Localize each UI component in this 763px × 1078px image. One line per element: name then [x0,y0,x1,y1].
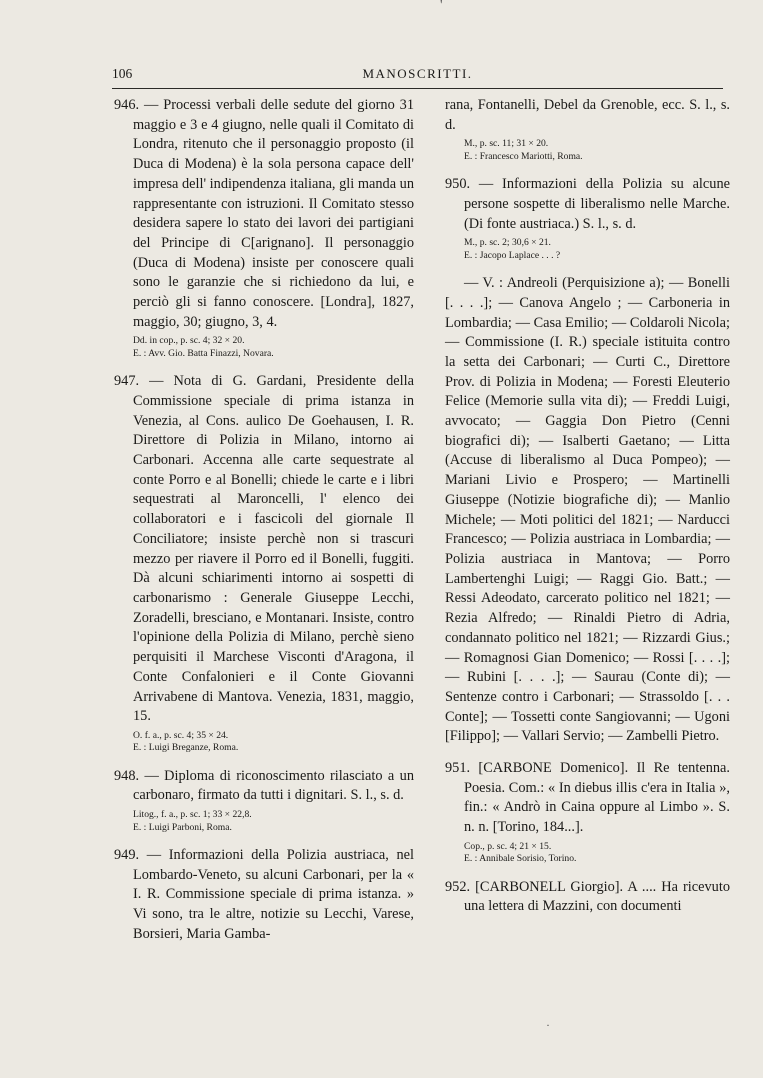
entry-text: 949. — Informazioni della Polizia austriaca, nel Lombardo-Veneto, su alcuni Carbonari, per la « I. R. Commissione speciale di prima istanza. » Vi sono, tra le altre, notizie su Lecchi, Varese, Borsieri, Maria Gamba- [114,846,414,942]
entry-948 [114,767,414,834]
entry-text: rana, Fontanelli, Debel da Grenoble, ecc. S. l., s. d. [445,97,730,133]
cross-reference-text: — V. : Andreoli (Perquisizione a); — Bonelli [. . . .]; — Canova Angelo ; — Carboneria in Lombardia; — Casa Emilio; — Coldaroli Nicola; — Commissione (I. R.) speciale istituita contro la setta dei Carbonari; — Curti C., Direttore Prov. di Polizia in Modena; — Foresti Eleuterio Felice (Memorie sulla vita di); — Freddi Luigi, avvocato; — Gaggia Don Pietro (Cenni biografici di); — Isalberti Gaetano; — Litta (Accuse di liberalismo al Duca Pompeo); — Mariani Livio e Prospero; — Martinelli Giuseppe (Notizie biografiche di); — Manlio Michele; — Moti politici del 1821; — Narducci Francesco; — Polizia austriaca in Lombardia; — Polizia austriaca in Mantova; — Porro Lambertenghi Luigi; — Raggi Gio. Batt.; — Ressi Adeodato, carcerato politico nel 1821; — Rezia Alfredo; — Rinaldi Pietro di Adria, condannato politico nel 1821; — Rizzardi Gius.; — Romagnosi Gian Domenico; — Rossi [. . . .]; — Rubini [. . . .]; — Saurau (Conte di); — Sentenze contro i Carbonari; — Strassoldo [. . . Conte]; — Tossetti conte Sangiovanni; — Ugoni [Filippo]; — Vallari Servio; — Zambelli Pietro. [445,275,730,745]
entry-meta [464,841,730,866]
entry-949 [114,846,414,945]
entry-text: 952. [CARBONELL Giorgio]. A .... Ha ricevuto una lettera di Mazzini, con documenti [445,878,730,915]
left-column [114,96,414,956]
entry-meta [133,809,414,834]
header-rule [112,88,723,89]
entry-952 [445,878,730,917]
running-header [112,66,723,88]
meta-line: E. : Annibale Sorisio, Torino. [464,853,577,865]
entry-meta [133,730,414,755]
cross-references [445,274,730,747]
entry-meta [133,335,414,360]
entry-text: 950. — Informazioni della Polizia su alcune persone sospette di liberalismo nelle Marche. (Di fonte austriaca.) S. l., s. d. [445,176,730,232]
right-column [445,96,730,929]
entry-meta [464,138,730,163]
entry-951 [445,759,730,866]
speck: ' [440,0,443,13]
meta-line: E. : Luigi Parboni, Roma. [133,821,232,833]
meta-line: O. f. a., p. sc. 4; 35 × 24. [133,729,229,741]
meta-line: M., p. sc. 2; 30,6 × 21. [464,237,551,249]
meta-line: M., p. sc. 11; 31 × 20. [464,138,549,150]
meta-line: E. : Avv. Gio. Batta Finazzi, Novara. [133,347,274,359]
entry-949-continued [445,96,730,163]
entry-950 [445,175,730,262]
stray-mark: · [546,1018,550,1032]
meta-line: E. : Francesco Mariotti, Roma. [464,150,583,162]
entry-meta [464,237,730,262]
entry-text: 947. — Nota di G. Gardani, Presidente della Commissione speciale di prima istanza in Venezia, al Cons. aulico De Goehausen, I. R. Direttore di Polizia in Milano, intorno ai Carbonari. Accenna alle carte sequestrate al conte Porro e al Bonelli; chiede le carte e i libri sequestrati al Maroncelli, l' elenco dei collaboratori e i fascicoli del giornale Il Conciliatore; insiste perchè non si trascuri mezzo per riavere il Porro ed il Bonelli, fuggiti. Dà alcuni schiarimenti intorno ai sospetti di carbonarismo : Generale Giuseppe Lecchi, Zoradelli, bresciano, e Montanari. Insiste, contro l'opinione della Polizia di Milano, perchè sieno perquisiti il Marchese Visconti d'Aragona, il Conte Confalonieri e il Conte Giovanni Arrivabene di Mantova. Venezia, 1831, maggio, 15. [114,373,414,725]
meta-line: Litog., f. a., p. sc. 1; 33 × 22,8. [133,809,252,821]
meta-line: Cop., p. sc. 4; 21 × 15. [464,840,552,852]
entry-text: 946. — Processi verbali delle sedute del giorno 31 maggio e 3 e 4 giugno, nelle quali il Comitato di Londra, ritenuto che il personaggio proposto (il Duca di Modena) è la sola persona capace dell' impresa dell' indipendenza italiana, gli manda un rappresentante con istruzioni. Il Comitato stesso desidera sapere lo stato dei lavori dei partigiani del Principe di C[arignano]. Il personaggio (Duca di Modena) insiste per conoscere quali sono le garanzie che si richiedono da lui, e perciò gli si fanno conoscere. [Londra], 1827, maggio, 30; giugno, 3, 4. [114,97,414,330]
meta-line: E. : Jacopo Laplace . . . ? [464,249,561,261]
entry-text: 951. [CARBONE Domenico]. Il Re tentenna. Poesia. Com.: « In diebus illis c'era in Italia », fin.: « Andrò in Caina oppure al Limbo ». S. n. n. [Torino, 184...]. [445,760,730,836]
entry-946 [114,96,414,360]
meta-line: Dd. in cop., p. sc. 4; 32 × 20. [133,335,245,347]
entry-947 [114,372,414,754]
running-title: MANOSCRITTI. [362,66,473,81]
entry-text: 948. — Diploma di riconoscimento rilasciato a un carbonaro, firmato da tutti i dignitari. S. l., s. d. [114,767,414,804]
page-number: 106 [112,66,133,81]
meta-line: E. : Luigi Breganze, Roma. [133,742,239,754]
